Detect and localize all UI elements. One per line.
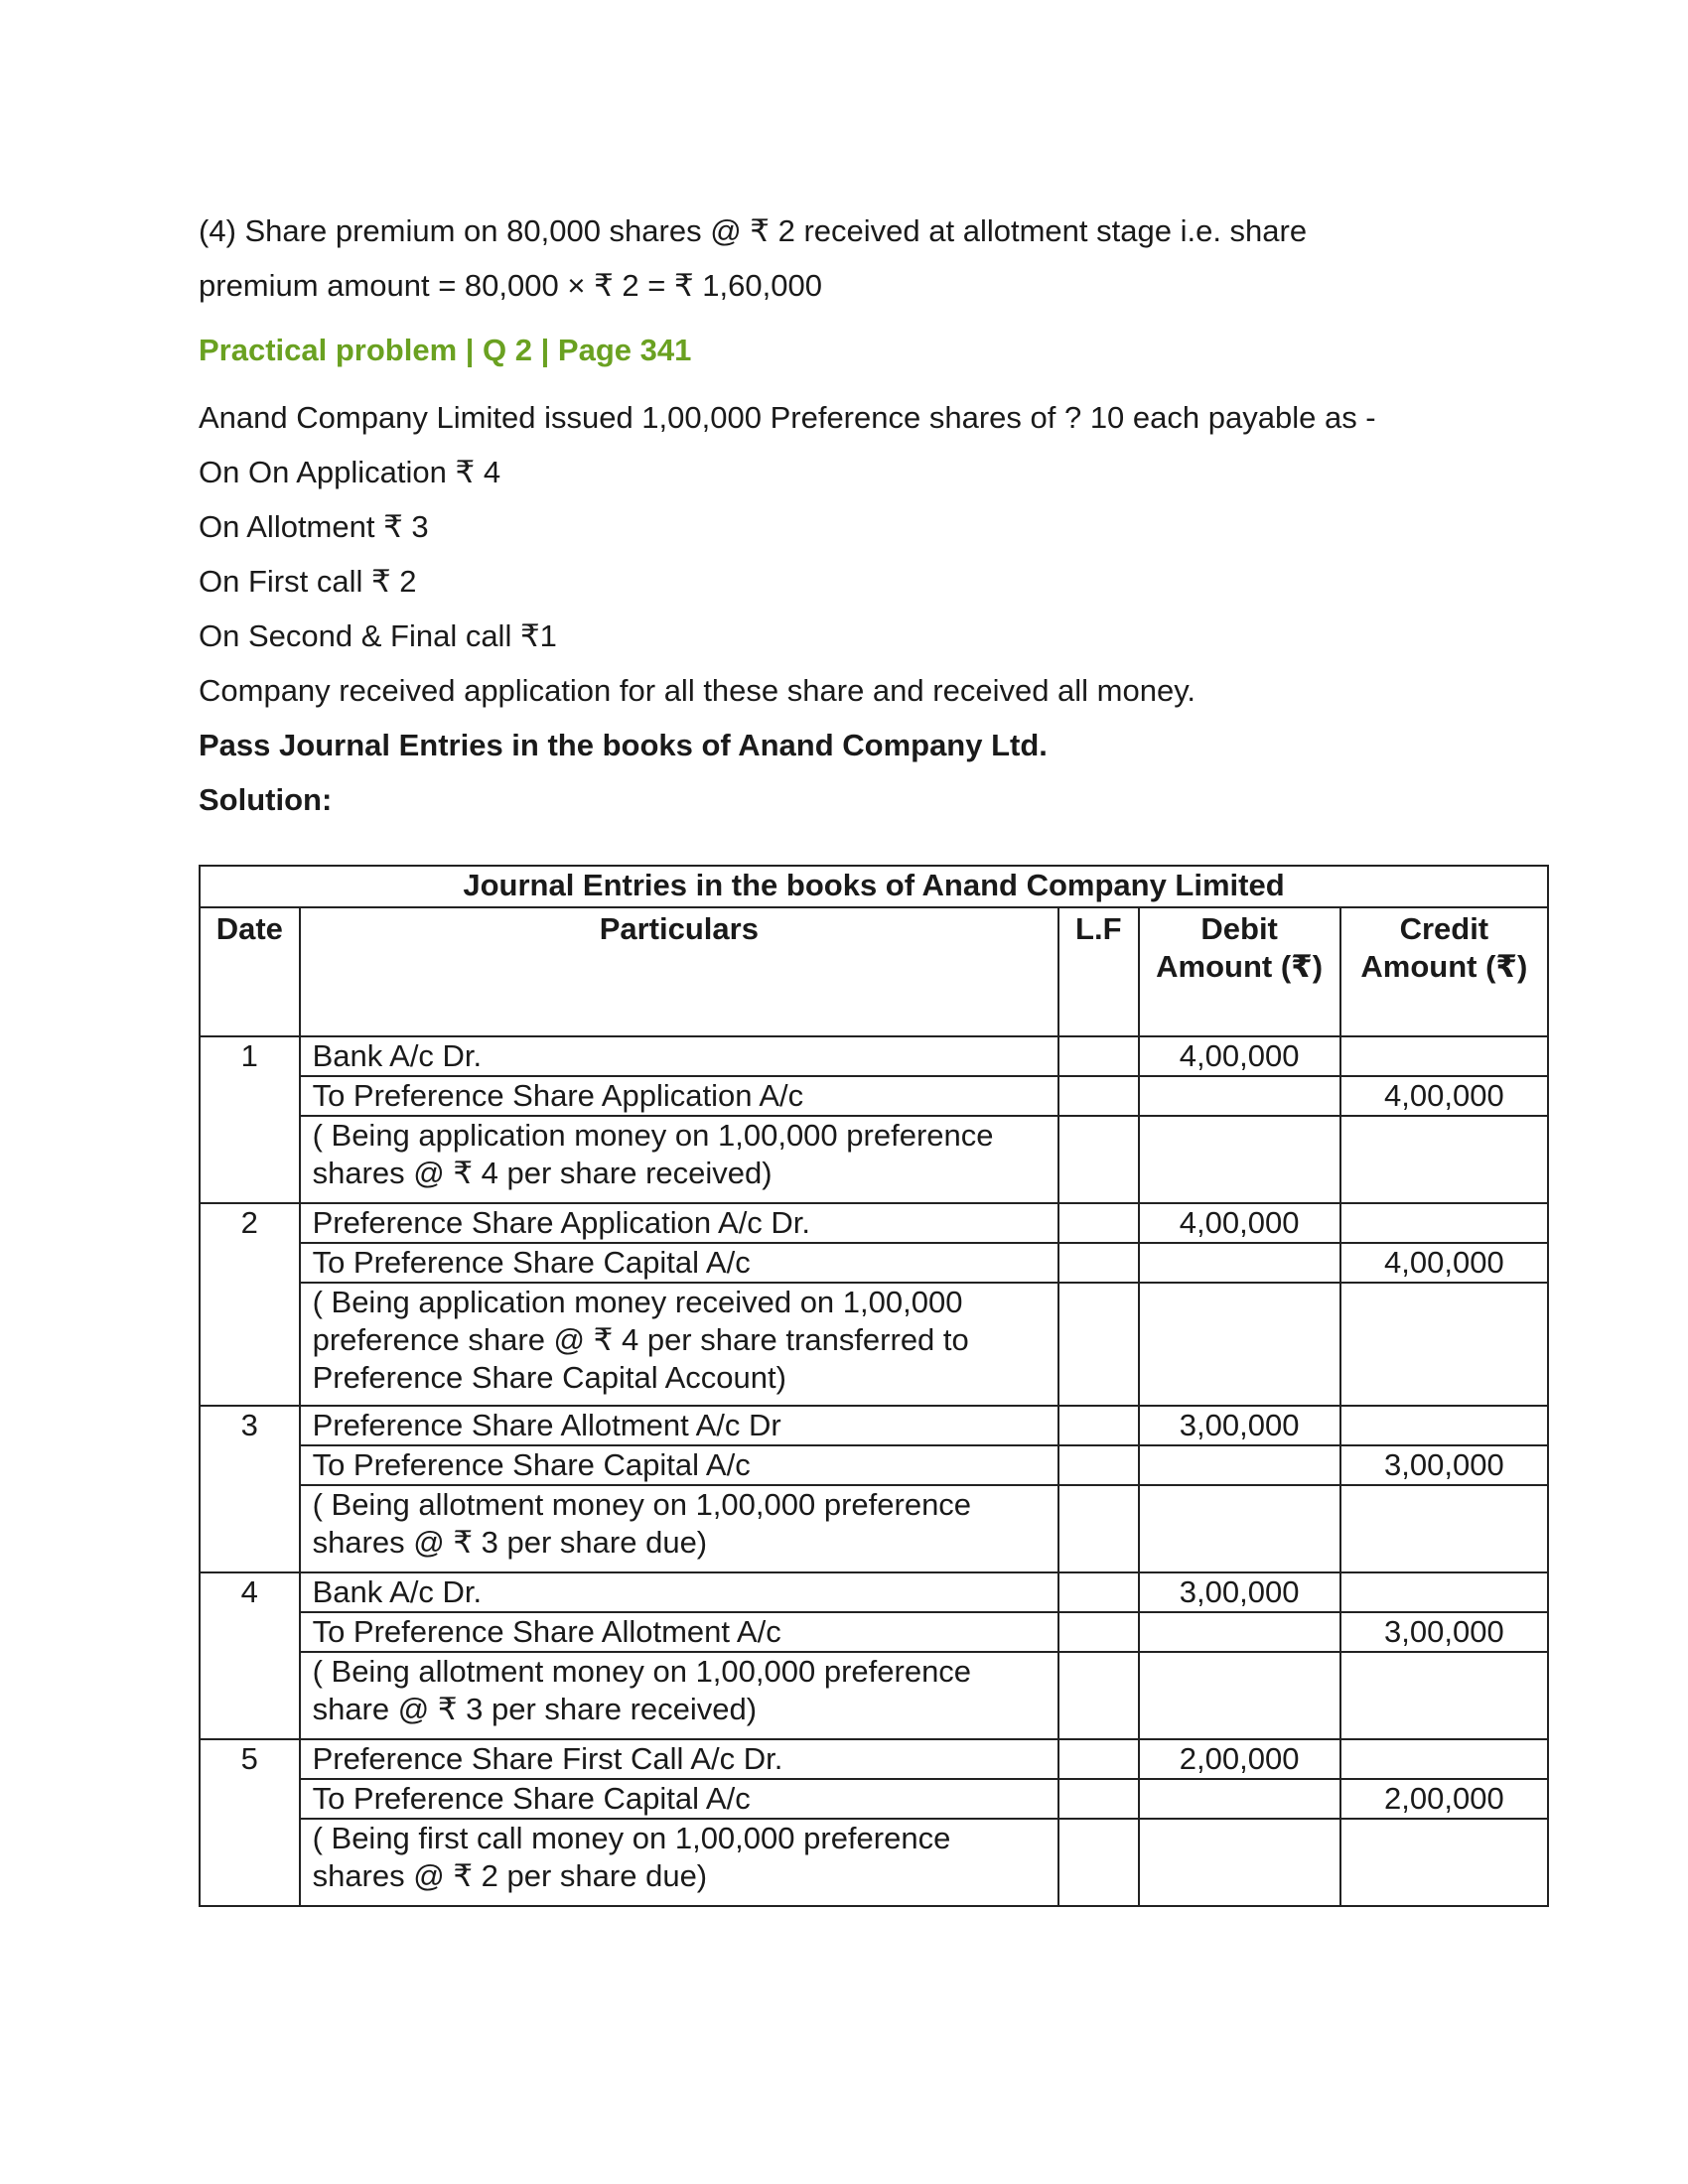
problem-line-4: On First call ₹ 2 bbox=[199, 564, 417, 599]
debit-amount: 4,00,000 bbox=[1139, 1203, 1340, 1243]
credit-line: To Preference Share Capital A/c bbox=[300, 1243, 1058, 1283]
debit-amount-empty bbox=[1139, 1779, 1340, 1819]
credit-amount: 3,00,000 bbox=[1340, 1612, 1548, 1652]
problem-line-5: On Second & Final call ₹1 bbox=[199, 618, 557, 653]
debit-line: Bank A/c Dr. bbox=[300, 1572, 1058, 1612]
narration: ( Being application money received on 1,00,000 preference share @ ₹ 4 per share transferred to Preference Share Capital Account) bbox=[300, 1283, 1058, 1406]
header-date: Date bbox=[200, 907, 300, 1036]
lf-cell bbox=[1058, 1652, 1138, 1739]
table-row bbox=[200, 1076, 1548, 1116]
lf-cell bbox=[1058, 1076, 1138, 1116]
debit-amount-empty bbox=[1139, 1243, 1340, 1283]
lf-cell bbox=[1058, 1283, 1138, 1406]
lf-cell bbox=[1058, 1572, 1138, 1612]
table-row bbox=[200, 1819, 1548, 1906]
table-title: Journal Entries in the books of Anand Company Limited bbox=[200, 866, 1548, 907]
credit-amount-empty bbox=[1340, 1116, 1548, 1203]
table-row bbox=[200, 1283, 1548, 1406]
debit-amount-empty bbox=[1139, 1445, 1340, 1485]
intro-line-2: premium amount = 80,000 × ₹ 2 = ₹ 1,60,000 bbox=[199, 268, 822, 303]
entry-date: 3 bbox=[200, 1406, 300, 1572]
header-lf: L.F bbox=[1058, 907, 1138, 1036]
debit-amount: 3,00,000 bbox=[1139, 1406, 1340, 1445]
table-row bbox=[200, 1116, 1548, 1203]
debit-line: Preference Share Allotment A/c Dr bbox=[300, 1406, 1058, 1445]
credit-amount-empty bbox=[1340, 1739, 1548, 1779]
credit-line: To Preference Share Allotment A/c bbox=[300, 1612, 1058, 1652]
debit-amount-empty bbox=[1139, 1819, 1340, 1906]
credit-line: To Preference Share Capital A/c bbox=[300, 1779, 1058, 1819]
credit-amount-empty bbox=[1340, 1819, 1548, 1906]
narration: ( Being application money on 1,00,000 preference shares @ ₹ 4 per share received) bbox=[300, 1116, 1058, 1203]
debit-amount-empty bbox=[1139, 1612, 1340, 1652]
lf-cell bbox=[1058, 1445, 1138, 1485]
debit-line: Bank A/c Dr. bbox=[300, 1036, 1058, 1076]
lf-cell bbox=[1058, 1203, 1138, 1243]
credit-amount-empty bbox=[1340, 1406, 1548, 1445]
debit-amount-empty bbox=[1139, 1652, 1340, 1739]
credit-amount: 4,00,000 bbox=[1340, 1243, 1548, 1283]
problem-line-3: On Allotment ₹ 3 bbox=[199, 509, 429, 544]
table-row bbox=[200, 1612, 1548, 1652]
debit-amount-empty bbox=[1139, 1283, 1340, 1406]
journal-table bbox=[199, 865, 1549, 1907]
section-heading: Practical problem | Q 2 | Page 341 bbox=[199, 333, 692, 367]
header-credit: Credit Amount (₹) bbox=[1340, 907, 1548, 1036]
lf-cell bbox=[1058, 1739, 1138, 1779]
table-row bbox=[200, 1485, 1548, 1572]
credit-amount-empty bbox=[1340, 1203, 1548, 1243]
table-row bbox=[200, 1572, 1548, 1612]
credit-amount-empty bbox=[1340, 1485, 1548, 1572]
table-row bbox=[200, 1203, 1548, 1243]
lf-cell bbox=[1058, 1036, 1138, 1076]
lf-cell bbox=[1058, 1243, 1138, 1283]
debit-line: Preference Share First Call A/c Dr. bbox=[300, 1739, 1058, 1779]
credit-amount-empty bbox=[1340, 1283, 1548, 1406]
debit-amount: 3,00,000 bbox=[1139, 1572, 1340, 1612]
lf-cell bbox=[1058, 1819, 1138, 1906]
header-particulars: Particulars bbox=[300, 907, 1058, 1036]
narration: ( Being allotment money on 1,00,000 preference share @ ₹ 3 per share received) bbox=[300, 1652, 1058, 1739]
entry-date: 2 bbox=[200, 1203, 300, 1406]
table-row bbox=[200, 1739, 1548, 1779]
credit-amount: 3,00,000 bbox=[1340, 1445, 1548, 1485]
credit-amount: 2,00,000 bbox=[1340, 1779, 1548, 1819]
table-row bbox=[200, 1445, 1548, 1485]
lf-cell bbox=[1058, 1406, 1138, 1445]
table-row bbox=[200, 1779, 1548, 1819]
debit-amount: 4,00,000 bbox=[1139, 1036, 1340, 1076]
credit-amount-empty bbox=[1340, 1652, 1548, 1739]
table-row bbox=[200, 1036, 1548, 1076]
credit-amount-empty bbox=[1340, 1036, 1548, 1076]
table-row bbox=[200, 1652, 1548, 1739]
debit-line: Preference Share Application A/c Dr. bbox=[300, 1203, 1058, 1243]
entry-date: 5 bbox=[200, 1739, 300, 1906]
credit-line: To Preference Share Capital A/c bbox=[300, 1445, 1058, 1485]
problem-line-6: Company received application for all these share and received all money. bbox=[199, 673, 1196, 708]
lf-cell bbox=[1058, 1485, 1138, 1572]
lf-cell bbox=[1058, 1116, 1138, 1203]
lf-cell bbox=[1058, 1612, 1138, 1652]
problem-line-2: On On Application ₹ 4 bbox=[199, 455, 501, 489]
credit-amount-empty bbox=[1340, 1572, 1548, 1612]
entry-date: 1 bbox=[200, 1036, 300, 1203]
narration: ( Being allotment money on 1,00,000 preference shares @ ₹ 3 per share due) bbox=[300, 1485, 1058, 1572]
problem-line-1: Anand Company Limited issued 1,00,000 Preference shares of ? 10 each payable as - bbox=[199, 400, 1376, 435]
debit-amount-empty bbox=[1139, 1116, 1340, 1203]
debit-amount-empty bbox=[1139, 1485, 1340, 1572]
debit-amount-empty bbox=[1139, 1076, 1340, 1116]
instruction: Pass Journal Entries in the books of Anand Company Ltd. bbox=[199, 728, 1048, 762]
debit-amount: 2,00,000 bbox=[1139, 1739, 1340, 1779]
credit-line: To Preference Share Application A/c bbox=[300, 1076, 1058, 1116]
narration: ( Being first call money on 1,00,000 preference shares @ ₹ 2 per share due) bbox=[300, 1819, 1058, 1906]
page-content bbox=[199, 204, 1549, 827]
credit-amount: 4,00,000 bbox=[1340, 1076, 1548, 1116]
intro-line-1: (4) Share premium on 80,000 shares @ ₹ 2 received at allotment stage i.e. share bbox=[199, 213, 1308, 248]
table-row bbox=[200, 1406, 1548, 1445]
header-debit: Debit Amount (₹) bbox=[1139, 907, 1340, 1036]
lf-cell bbox=[1058, 1779, 1138, 1819]
table-row bbox=[200, 1243, 1548, 1283]
solution-label: Solution: bbox=[199, 782, 333, 817]
entry-date: 4 bbox=[200, 1572, 300, 1739]
